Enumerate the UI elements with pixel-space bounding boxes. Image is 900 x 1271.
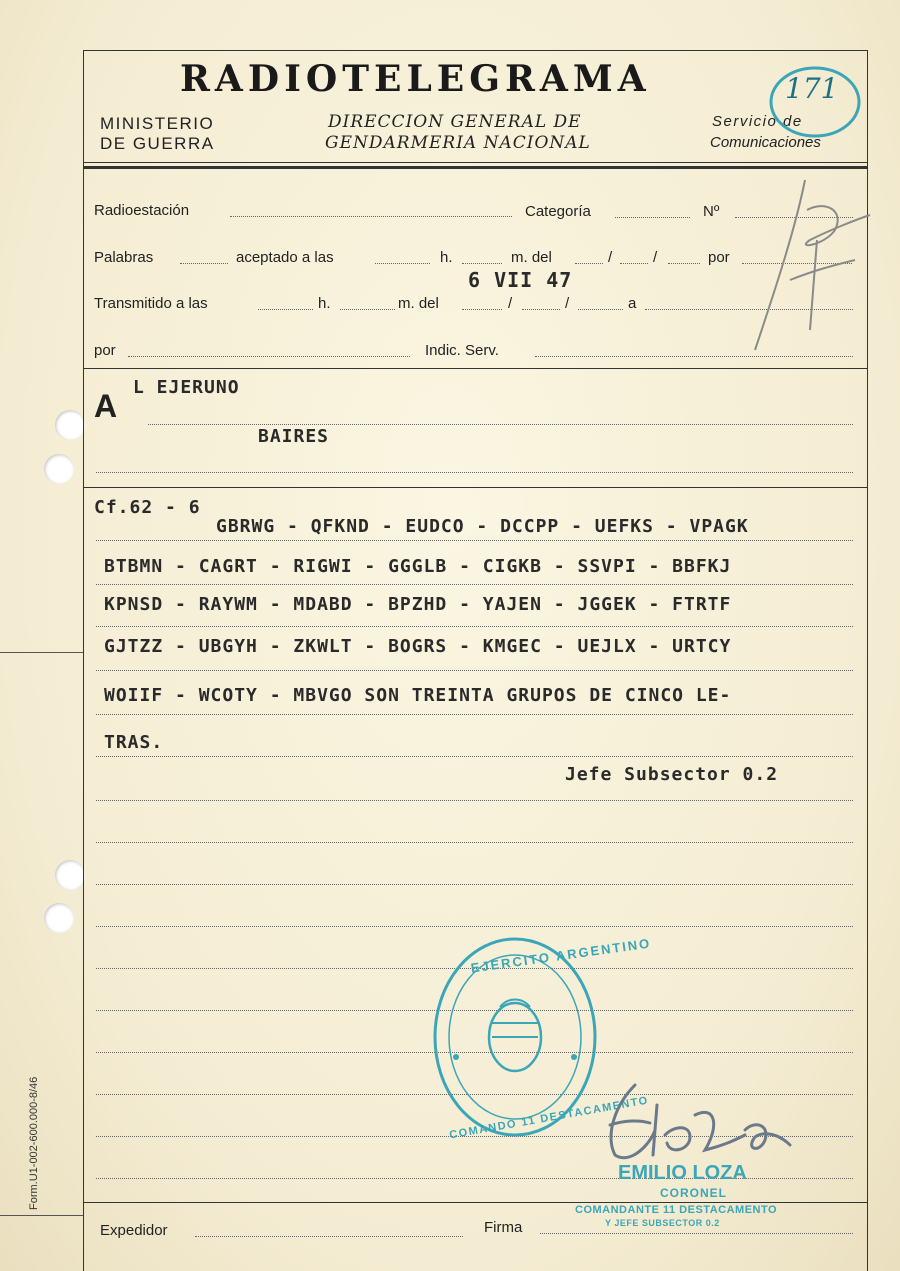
label-slash: / [565,295,570,312]
dotline [620,263,648,264]
label-m-del: m. del [511,249,552,266]
message-signature: Jefe Subsector 0.2 [565,764,779,785]
punch-hole [44,903,74,933]
label-numero: Nº [703,203,720,220]
label-slash: / [608,249,613,266]
message-line: TRAS. [104,732,164,753]
dotline [195,1236,463,1237]
label-por: por [94,342,116,359]
pencil-initials [735,170,875,365]
service-line2: Comunicaciones [710,134,821,151]
service-line1: Servicio de [712,113,803,130]
signer-title-line2: Y JEFE SUBSECTOR 0.2 [605,1218,720,1228]
dotline [575,263,603,264]
signer-title-line1: COMANDANTE 11 DESTACAMENTO [575,1204,778,1216]
message-line: KPNSD - RAYWM - MDABD - BPZHD - YAJEN - JGGEK - FTRTF [104,594,732,615]
form-code: Form.U1-002-600.000-8/46 [28,1076,40,1210]
form-title: RADIOTELEGRAMA [180,58,651,100]
label-radioestacion: Radioestación [94,202,190,219]
label-a: a [628,295,637,312]
signer-name: EMILIO LOZA [618,1162,747,1184]
message-line: BTBMN - CAGRT - RIGWI - GGGLB - CIGKB - SSVPI - BBFKJ [104,556,732,577]
ministry-line1: MINISTERIO [100,114,215,133]
seal-text-bottom: COMANDO 11 DESTACAMENTO [448,1094,650,1142]
label-por: por [708,249,730,266]
seal-text-top: EJERCITO ARGENTINO [469,935,653,976]
section-rule [83,368,868,369]
label-indic-serv: Indic. Serv. [425,342,499,359]
dotline [668,263,700,264]
dotline [96,472,853,473]
signer-rank: CORONEL [660,1186,727,1200]
label-categoria: Categoría [525,203,591,220]
fold-line-top [0,652,83,653]
dotline [96,584,853,585]
dotline [128,356,410,357]
dotline [96,926,853,927]
dotline [540,1233,853,1234]
dotline [96,626,853,627]
footer-rule [83,1202,868,1203]
stamp-number: 171 [785,72,839,105]
message-line: WOIIF - WCOTY - MBVGO SON TREINTA GRUPOS DE CINCO LE- [104,685,732,706]
dotline [462,309,502,310]
dotline [462,263,502,264]
section-rule [83,487,868,488]
dotline [96,842,853,843]
label-h: h. [318,295,331,312]
dotline [96,884,853,885]
dotline [180,263,228,264]
message-line: GBRWG - QFKND - EUDCO - DCCPP - UEFKS - VPAGK [216,516,749,537]
dotline [522,309,560,310]
dotline [96,714,853,715]
header-rule-thick [83,166,868,169]
dotline [96,540,853,541]
address-line2: BAIRES [258,426,330,447]
dotline [230,216,512,217]
fold-line-bottom [0,1215,83,1216]
punch-hole [55,410,85,440]
label-h: h. [440,249,453,266]
message-line: GJTZZ - UBGYH - ZKWLT - BOGRS - KMGEC - UEJLX - URTCY [104,636,732,657]
dotline [578,309,623,310]
label-slash: / [508,295,513,312]
typed-date: 6 VII 47 [468,268,573,292]
dotline [96,800,853,801]
direction-line1: DIRECCION GENERAL DE [328,112,582,132]
handwritten-signature [595,1075,795,1175]
label-slash: / [653,249,658,266]
address-a-label: A [94,388,118,424]
label-firma: Firma [484,1219,523,1236]
dotline [615,217,690,218]
label-palabras: Palabras [94,249,154,266]
ministry-line2: DE GUERRA [100,134,215,153]
dotline [96,670,853,671]
header-rule [83,162,868,163]
dotline [96,756,853,757]
dotline [258,309,313,310]
label-expedidor: Expedidor [100,1222,168,1239]
label-transmitido: Transmitido a las [94,295,208,312]
dotline [375,263,430,264]
punch-hole [44,454,74,484]
direction-line2: GENDARMERIA NACIONAL [325,133,591,153]
message-ref: Cf.62 - 6 [94,497,201,518]
address-line1: L EJERUNO [133,377,240,398]
label-m-del: m. del [398,295,439,312]
punch-hole [55,860,85,890]
label-aceptado: aceptado a las [236,249,334,266]
dotline [148,424,853,425]
dotline [340,309,395,310]
